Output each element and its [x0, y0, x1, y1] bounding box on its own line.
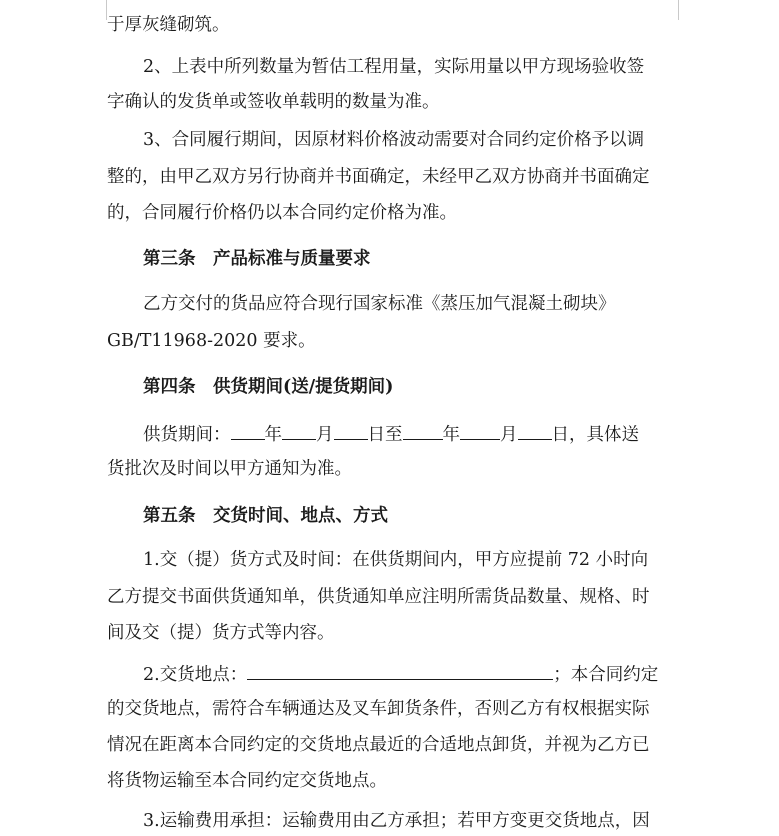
article-3-text-line-1: 乙方交付的货品应符合现行国家标准《蒸压加气混凝土砌块》: [143, 294, 616, 314]
clause-3-line-2: 整的，由甲乙双方另行协商并书面确定，未经甲乙双方协商并书面确定: [107, 167, 650, 187]
day-label: 日，具体送: [551, 425, 639, 445]
supply-period-line: [143, 421, 639, 447]
day-to-label: 日至: [367, 425, 403, 445]
blank-month-start[interactable]: [282, 421, 316, 440]
article-4-heading: 第四条 供货期间(送/提货期间): [143, 377, 394, 397]
delivery-location-suffix: ；本合同约定: [553, 665, 659, 685]
blank-delivery-location[interactable]: [247, 661, 553, 680]
clause-2-line-1: 2、上表中所列数量为暂估工程用量，实际用量以甲方现场验收签: [143, 57, 645, 77]
clause-3-line-1: 3、合同履行期间，因原材料价格波动需要对合同约定价格予以调: [143, 130, 645, 150]
delivery-location-line-2: 的交货地点，需符合车辆通达及叉车卸货条件，否则乙方有权根据实际: [107, 699, 650, 719]
year-label: 年: [442, 425, 460, 445]
delivery-location-label: 2.交货地点：: [143, 665, 248, 685]
blank-month-end[interactable]: [460, 421, 500, 440]
blank-year-end[interactable]: [403, 421, 443, 440]
blank-day-start[interactable]: [334, 421, 368, 440]
delivery-location-line: [143, 661, 658, 687]
article-5-heading: 第五条 交货时间、地点、方式: [143, 506, 388, 526]
delivery-method-line-1: 1.交（提）货方式及时间：在供货期间内，甲方应提前 72 小时向: [143, 550, 649, 570]
supply-period-line-2: 货批次及时间以甲方通知为准。: [107, 459, 352, 479]
blank-year-start[interactable]: [231, 421, 265, 440]
delivery-location-line-3: 情况在距离本合同约定的交货地点最近的合适地点卸货，并视为乙方已: [107, 735, 650, 755]
delivery-method-line-2: 乙方提交书面供货通知单，供货通知单应注明所需货品数量、规格、时: [107, 587, 650, 607]
year-label: 年: [264, 425, 282, 445]
clause-3-line-3: 的，合同履行价格仍以本合同约定价格为准。: [107, 203, 457, 223]
month-label: 月: [316, 425, 334, 445]
text-line: 于厚灰缝砌筑。: [107, 15, 230, 35]
clause-2-line-2: 字确认的发货单或签收单载明的数量为准。: [107, 92, 440, 112]
month-label: 月: [500, 425, 518, 445]
delivery-location-line-4: 将货物运输至本合同约定交货地点。: [107, 771, 387, 791]
page-corner-mark-right: [678, 0, 701, 20]
blank-day-end[interactable]: [518, 421, 552, 440]
transport-cost-line-1: 3.运输费用承担：运输费用由乙方承担；若甲方变更交货地点，因: [143, 811, 650, 831]
delivery-method-line-3: 间及交（提）货方式等内容。: [107, 623, 335, 643]
article-3-text-line-2: GB/T11968-2020 要求。: [107, 331, 316, 351]
page-corner-mark-left: [84, 0, 107, 20]
article-3-heading: 第三条 产品标准与质量要求: [143, 249, 371, 269]
supply-period-label: 供货期间：: [143, 425, 231, 445]
